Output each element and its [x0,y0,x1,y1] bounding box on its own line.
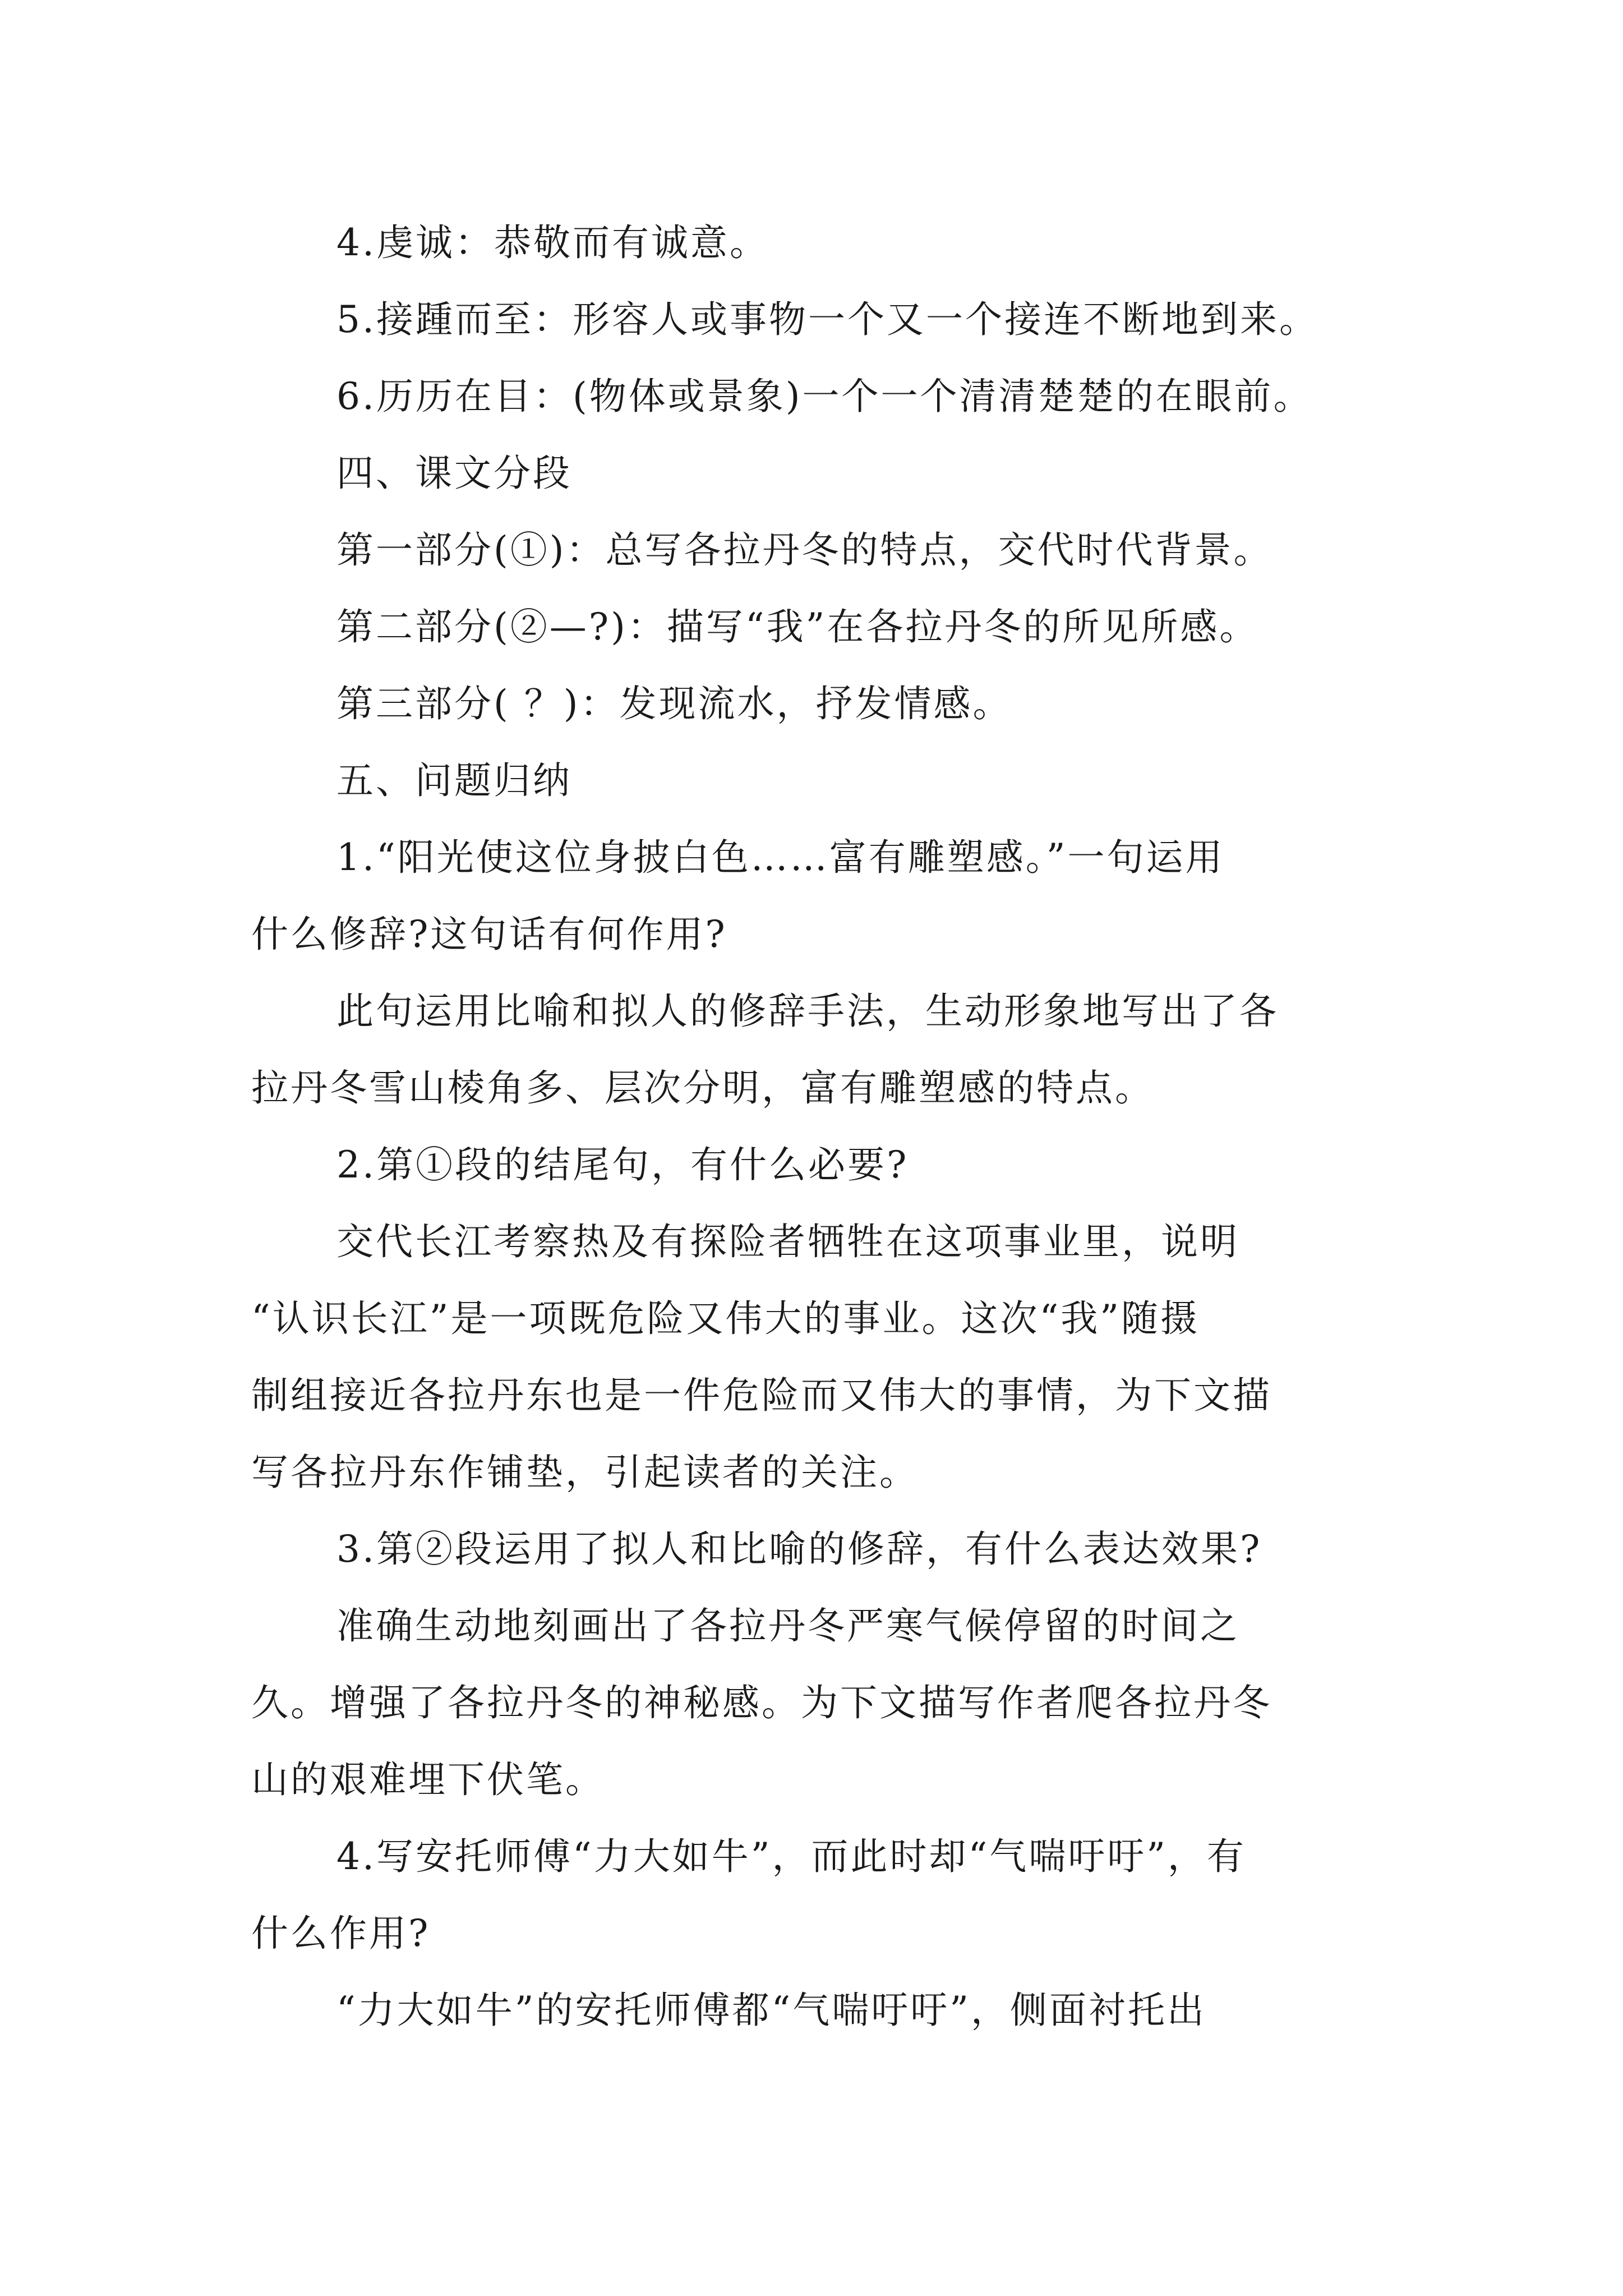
question-4-line-2: 什么作用? [251,1912,431,1955]
vocab-item-5: 5.接踵而至：形容人或事物一个又一个接连不断地到来。 [336,298,1318,341]
answer-1-line-1: 此句运用比喻和拟人的修辞手法，生动形象地写出了各 [336,990,1279,1033]
answer-2-line-4: 写各拉丹东作铺垫，引起读者的关注。 [251,1451,919,1494]
vocab-item-4: 4.虔诚：恭敬而有诚意。 [336,221,769,264]
question-3: 3.第②段运用了拟人和比喻的修辞，有什么表达效果? [336,1527,1262,1571]
question-1-line-2: 什么修辞?这句话有何作用? [251,913,727,956]
section-heading-5: 五、问题归纳 [336,759,572,802]
answer-3-line-2: 久。增强了各拉丹冬的神秘感。为下文描写作者爬各拉丹冬 [251,1681,1272,1724]
answer-4-line-1: “力大如牛”的安托师傅都“气喘吁吁”，侧面衬托出 [336,1989,1206,2032]
answer-2-line-3: 制组接近各拉丹东也是一件危险而又伟大的事情，为下文描 [251,1374,1272,1417]
answer-3-line-1: 准确生动地刻画出了各拉丹冬严寒气候停留的时间之 [336,1604,1239,1648]
segment-part-3: 第三部分( ？)：发现流水，抒发情感。 [336,682,1012,725]
answer-2-line-1: 交代长江考察热及有探险者牺牲在这项事业里，说明 [336,1220,1239,1263]
question-2: 2.第①段的结尾句，有什么必要? [336,1143,909,1186]
answer-2-line-2: “认识长江”是一项既危险又伟大的事业。这次“我”随摄 [251,1297,1200,1340]
question-1-line-1: 1.“阳光使这位身披白色……富有雕塑感。”一句运用 [336,836,1225,879]
segment-part-1: 第一部分(①)：总写各拉丹冬的特点，交代时代背景。 [336,528,1273,572]
answer-1-line-2: 拉丹冬雪山棱角多、层次分明，富有雕塑感的特点。 [251,1066,1154,1110]
question-4-line-1: 4.写安托师傅“力大如牛”，而此时却“气喘吁吁”，有 [336,1835,1246,1878]
answer-3-line-3: 山的艰难埋下伏笔。 [251,1758,605,1801]
vocab-item-6: 6.历历在目：(物体或景象)一个一个清清楚楚的在眼前。 [336,375,1313,418]
section-heading-4: 四、课文分段 [336,452,572,495]
segment-part-2: 第二部分(②—?)：描写“我”在各拉丹冬的所见所感。 [336,605,1259,648]
